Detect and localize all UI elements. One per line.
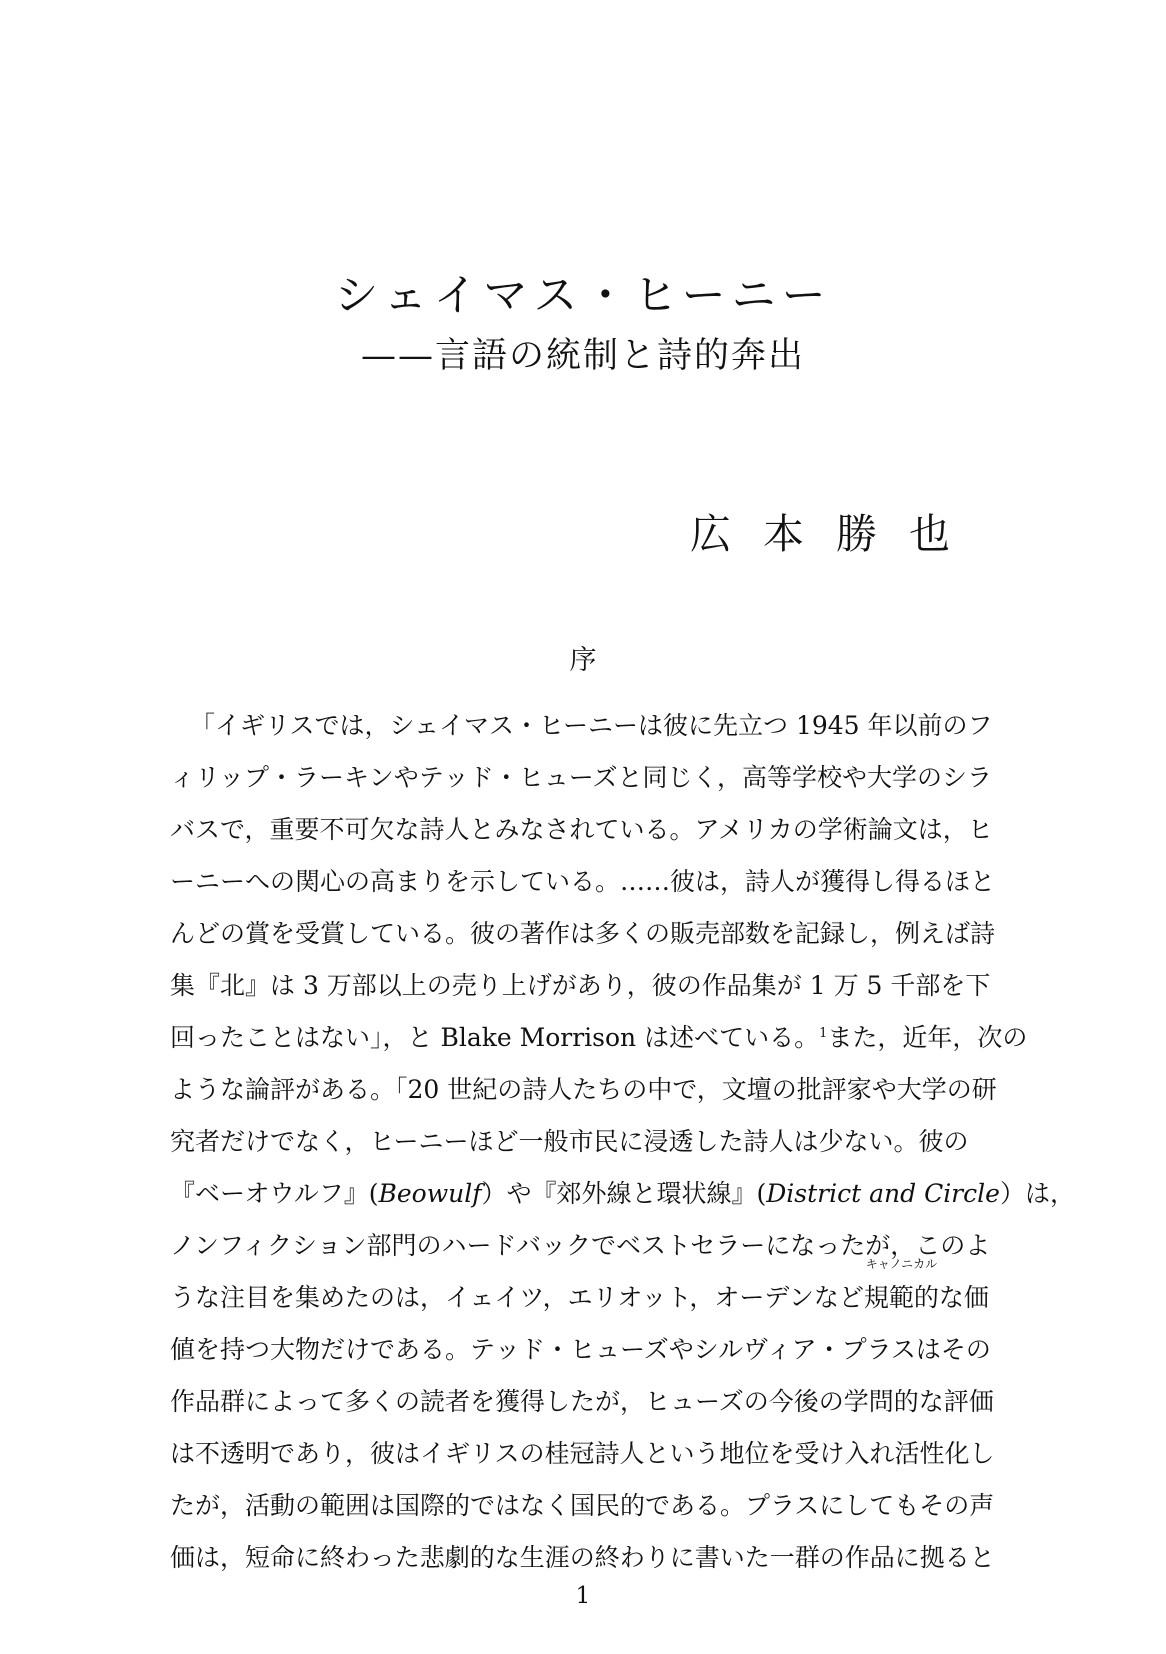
text-line: は不透明であり，彼はイギリスの桂冠詩人という地位を受け入れ活性化し (170, 1439, 995, 1468)
text-line: 集『北』は 3 万部以上の売り上げがあり，彼の作品集が 1 万 5 千部を下 (170, 971, 991, 1000)
district-title: District and Circle (766, 1179, 1000, 1208)
text-line: ィリップ・ラーキンやテッド・ヒューズと同じく，高等学校や大学のシラ (170, 763, 993, 792)
ruby-text: キャノニカル (865, 1257, 938, 1271)
author-char: 勝 (836, 510, 877, 558)
text-line: 究者だけでなく，ヒーニーほど一般市民に浸透した詩人は少ない。彼の (170, 1127, 969, 1156)
section-heading: 序 (569, 645, 597, 676)
text-line: バスで，重要不可欠な詩人とみなされている。アメリカの学術論文は，ヒ (170, 815, 993, 844)
text-line: 回ったことはない」，と Blake Morrison は述べている。$^1$ また，近年，次の (170, 1023, 1028, 1052)
author-char: 也 (909, 510, 950, 558)
author-name (690, 508, 982, 560)
text-line: ーニーへの関心の高まりを示している。……彼は，詩人が獲得し得るほと (170, 867, 996, 896)
text-line: 価は，短命に終わった悲劇的な生涯の終わりに書いた一群の作品に拠ると (170, 1543, 995, 1572)
text-line: 「イギリスでは，シェイマス・ヒーニーは彼に先立つ 1945 年以前のフ (190, 711, 993, 740)
text-line: たが，活動の範囲は国際的ではなく国民的である。プラスにしてもその声 (170, 1491, 995, 1520)
text-line: ノンフィクション部門のハードバックでベストセラーになったが，このよ (170, 1231, 991, 1260)
ruby-annotated-word: キャノニカル 規範的 (863, 1257, 939, 1312)
author-char: 本 (763, 510, 804, 558)
text-line: 作品群によって多くの読者を獲得したが，ヒューズの今後の学問的な評価 (170, 1387, 994, 1416)
body-text (170, 700, 1075, 1584)
text-line: 値を持つ大物だけである。テッド・ヒューズやシルヴィア・プラスはその (170, 1335, 991, 1364)
text-line: うな注目を集めたのは，イェイツ，エリオット，オーデンなど キャノニカル 規範的な価 (170, 1272, 1010, 1324)
text-line: ような論評がある。「20 世紀の詩人たちの中で，文壇の批評家や大学の研 (170, 1075, 997, 1104)
text-line: 『ベーオウルフ』(Beowulf）や『郊外線と環状線』(District and Circle）は， (170, 1179, 1075, 1208)
page-subtitle: ——言語の統制と詩的奔出 (360, 336, 805, 376)
beowulf-title: Beowulf (378, 1179, 482, 1208)
page-title: シェイマス・ヒーニー (334, 270, 832, 321)
footnote-marker[interactable]: 1 (819, 1026, 828, 1041)
author-char: 広 (690, 510, 731, 558)
page-number: 1 (575, 1583, 591, 1609)
text-line: んどの賞を受賞している。彼の著作は多くの販売部数を記録し，例えば詩 (170, 919, 996, 948)
